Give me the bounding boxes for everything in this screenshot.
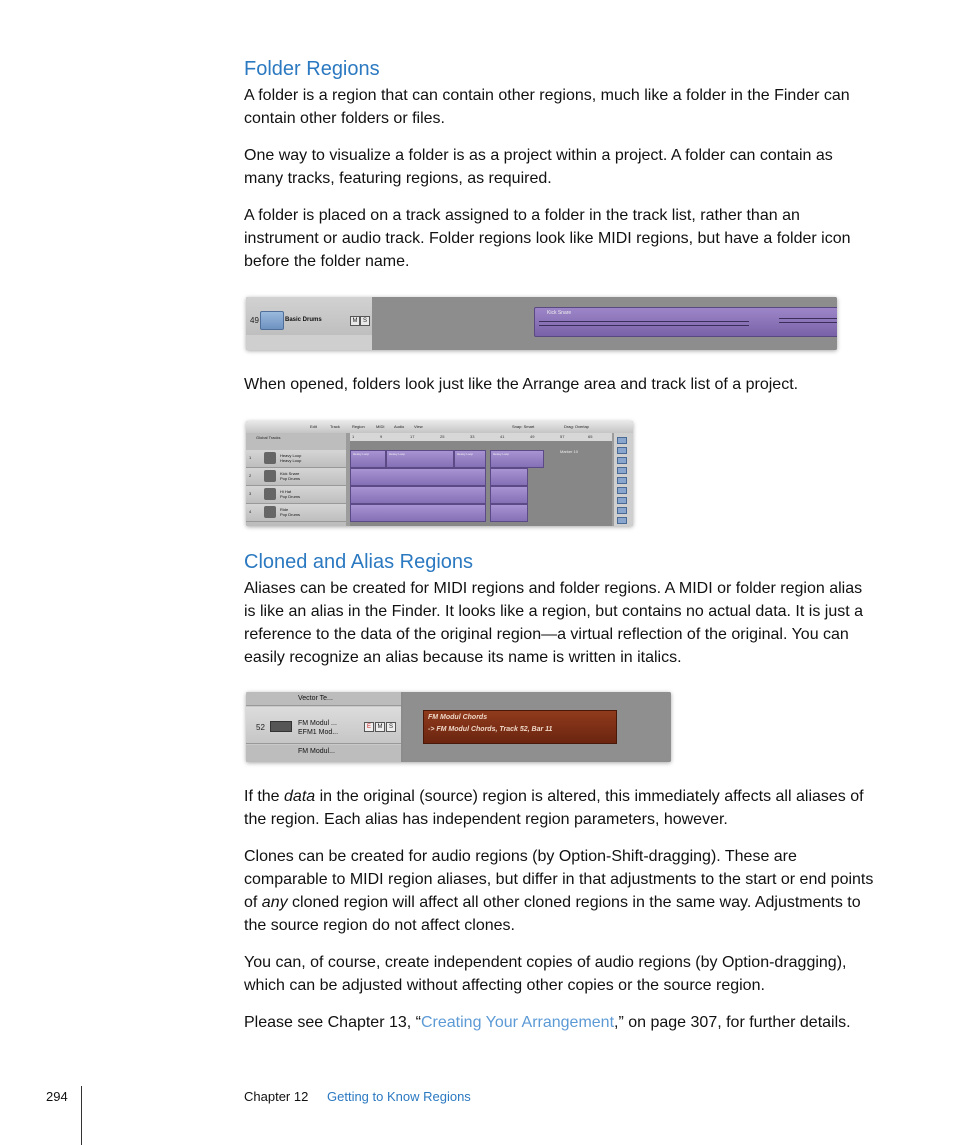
sidebar-item[interactable] bbox=[617, 517, 627, 524]
track-name: Basic Drums bbox=[285, 317, 322, 323]
track-header[interactable] bbox=[246, 450, 346, 468]
alias-region[interactable] bbox=[423, 710, 617, 744]
track-name: Ride Pop Drums bbox=[280, 507, 301, 517]
ruler-tick: 41 bbox=[500, 434, 505, 439]
edit-button[interactable]: E bbox=[364, 722, 374, 732]
track-name: Heavy Loop Heavy Loop bbox=[280, 453, 302, 463]
sidebar-item[interactable] bbox=[617, 477, 627, 484]
region-name: Kick Snare bbox=[547, 310, 572, 316]
paragraph: If the data in the original (source) region is altered, this immediately affects all aliases of the region. Each alias has independent region parameters, however. bbox=[244, 788, 864, 828]
track-header[interactable] bbox=[246, 504, 346, 522]
arrange-area bbox=[403, 692, 671, 762]
midi-region[interactable] bbox=[350, 504, 486, 522]
region-data-line bbox=[539, 321, 749, 322]
ruler-tick: 25 bbox=[440, 434, 445, 439]
track-row bbox=[246, 745, 401, 762]
ruler-tick: 17 bbox=[410, 434, 415, 439]
heading-folder-regions: Folder Regions bbox=[244, 58, 380, 80]
track-number: 1 bbox=[249, 455, 252, 460]
ruler-tick: 57 bbox=[560, 434, 565, 439]
snap-menu[interactable]: Snap: Smart bbox=[512, 424, 535, 429]
track-name: FM Modul ... EFM1 Mod... bbox=[298, 720, 339, 736]
sidebar-item[interactable] bbox=[617, 467, 627, 474]
midi-region[interactable] bbox=[350, 468, 486, 486]
folder-icon bbox=[260, 311, 284, 330]
menu-midi[interactable]: MIDI bbox=[376, 424, 385, 429]
midi-region[interactable]: Heavy Loop bbox=[386, 450, 454, 468]
menu-edit[interactable]: Edit bbox=[310, 424, 317, 429]
track-number: 52 bbox=[256, 723, 265, 732]
paragraph: Please see Chapter 13, “Creating Your Arrangement,” on page 307, for further details. bbox=[244, 1014, 851, 1031]
track-list bbox=[246, 692, 401, 762]
arrange-area bbox=[372, 297, 837, 350]
alias-reference: -> FM Modul Chords, Track 52, Bar 11 bbox=[428, 726, 553, 733]
paragraph: When opened, folders look just like the Arrange area and track list of a project. bbox=[244, 376, 799, 393]
track-number: 3 bbox=[249, 491, 252, 496]
midi-region[interactable] bbox=[490, 468, 528, 486]
track-row bbox=[246, 692, 401, 706]
track-list bbox=[246, 433, 346, 526]
midi-region[interactable] bbox=[350, 486, 486, 504]
midi-region[interactable] bbox=[490, 486, 528, 504]
midi-region[interactable] bbox=[490, 504, 528, 522]
menu-region[interactable]: Region bbox=[352, 424, 365, 429]
sidebar-item[interactable] bbox=[617, 487, 627, 494]
region-data-line bbox=[779, 318, 837, 319]
track-row-selected[interactable] bbox=[246, 707, 401, 744]
track-name: Kick Snare Pop Drums bbox=[280, 471, 301, 481]
footer-chapter: Chapter 12 bbox=[244, 1089, 309, 1104]
ruler-tick: 33 bbox=[470, 434, 475, 439]
menu-view[interactable]: View bbox=[414, 424, 423, 429]
folder-region-screenshot bbox=[246, 297, 837, 350]
track-row-partial bbox=[246, 335, 372, 350]
drag-menu[interactable]: Drag: Overlap bbox=[564, 424, 589, 429]
paragraph: Aliases can be created for MIDI regions and folder regions. A MIDI or folder region alias is like an alias in the Finder. It looks like a region, but contains no actual data. It is just a reference to the data of the original region—a virtual reflection of the original. You can easily recognize an alias because its name is written in italics. bbox=[244, 580, 864, 666]
paragraph: A folder is placed on a track assigned to a folder in the track list, rather than an instrument or audio track. Folder regions look like MIDI regions, but have a folder icon before the folder name. bbox=[244, 207, 851, 270]
solo-button[interactable]: S bbox=[386, 722, 396, 732]
sidebar-item[interactable] bbox=[617, 507, 627, 514]
drum-icon bbox=[264, 452, 276, 464]
menu-audio[interactable]: Audio bbox=[394, 424, 405, 429]
drum-icon bbox=[264, 506, 276, 518]
ruler-tick: 65 bbox=[588, 434, 593, 439]
menu-track[interactable]: Track bbox=[330, 424, 340, 429]
marker-label: Marker 10 bbox=[560, 449, 579, 454]
drum-icon bbox=[264, 470, 276, 482]
synth-icon bbox=[270, 721, 292, 732]
mute-button[interactable]: M bbox=[350, 316, 360, 326]
track-number: 49 bbox=[250, 316, 259, 325]
alias-region-screenshot bbox=[246, 692, 671, 762]
drum-icon bbox=[264, 488, 276, 500]
sidebar-item[interactable] bbox=[617, 497, 627, 504]
footer-chapter-title[interactable]: Getting to Know Regions bbox=[327, 1089, 471, 1104]
midi-region[interactable]: Heavy Loop bbox=[490, 450, 544, 468]
ruler-tick: 1 bbox=[352, 434, 355, 439]
track-header[interactable] bbox=[246, 468, 346, 486]
folder-region[interactable] bbox=[534, 307, 837, 337]
heading-cloned-alias-regions: Cloned and Alias Regions bbox=[244, 551, 474, 573]
region-data-line bbox=[779, 322, 837, 323]
paragraph: You can, of course, create independent copies of audio regions (by Option-dragging), which can be adjusted without affecting other copies or the source region. bbox=[244, 954, 847, 994]
arrange-area bbox=[350, 433, 612, 526]
midi-region[interactable]: Heavy Loop bbox=[350, 450, 386, 468]
media-sidebar bbox=[614, 433, 633, 526]
footer-divider bbox=[81, 1086, 82, 1145]
bar-ruler[interactable] bbox=[350, 433, 612, 441]
sidebar-item[interactable] bbox=[617, 457, 627, 464]
sidebar-item[interactable] bbox=[617, 447, 627, 454]
paragraph: A folder is a region that can contain other regions, much like a folder in the Finder can contain other folders or files. bbox=[244, 87, 850, 127]
arrange-toolbar bbox=[246, 421, 633, 433]
ruler-tick: 49 bbox=[530, 434, 535, 439]
global-tracks-label: Global Tracks bbox=[256, 435, 281, 440]
midi-region[interactable]: Heavy Loop bbox=[454, 450, 486, 468]
cross-reference-link[interactable]: Creating Your Arrangement bbox=[421, 1014, 615, 1031]
ruler-tick: 9 bbox=[380, 434, 383, 439]
solo-button[interactable]: S bbox=[360, 316, 370, 326]
track-number: 2 bbox=[249, 473, 252, 478]
track-header[interactable] bbox=[246, 486, 346, 504]
opened-folder-screenshot bbox=[246, 421, 633, 526]
region-data-line bbox=[539, 325, 749, 326]
track-name: FM Modul... bbox=[298, 748, 335, 755]
track-name: Vector Te... bbox=[298, 695, 333, 702]
page-number: 294 bbox=[46, 1089, 68, 1104]
mute-button[interactable]: M bbox=[375, 722, 385, 732]
paragraph: One way to visualize a folder is as a project within a project. A folder can contain as many tracks, featuring regions, as required. bbox=[244, 147, 833, 187]
region-name: FM Modul Chords bbox=[428, 714, 488, 721]
sidebar-item[interactable] bbox=[617, 437, 627, 444]
track-number: 4 bbox=[249, 509, 252, 514]
paragraph: Clones can be created for audio regions (by Option-Shift-dragging). These are comparable to MIDI region aliases, but differ in that adjustments to the start or end points of any cloned region will affect all other cloned regions in the same way. Adjustments to the source region do not affect clones. bbox=[244, 848, 874, 934]
track-name: Hi Hat Pop Drums bbox=[280, 489, 301, 499]
